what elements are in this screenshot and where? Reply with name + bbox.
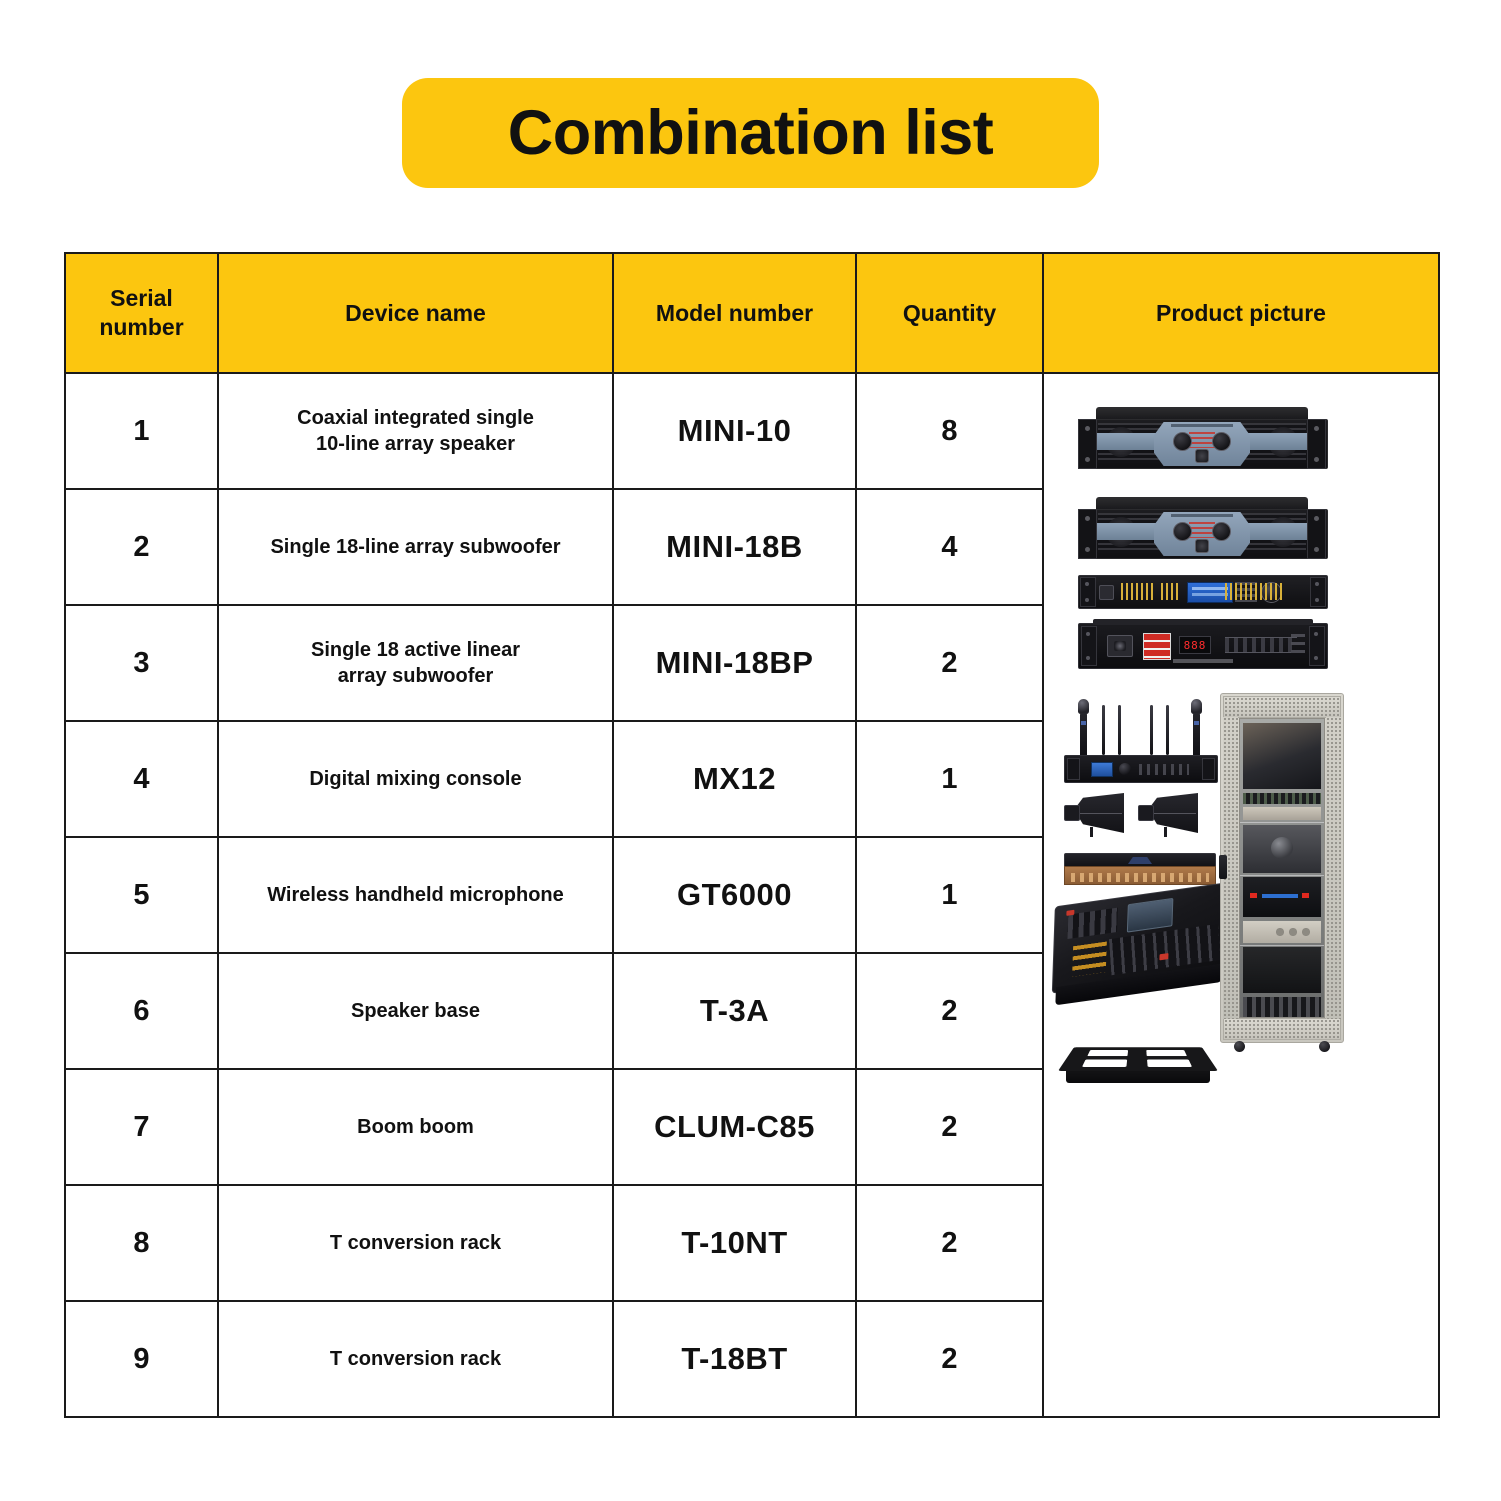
cell-device-name: T conversion rack — [218, 1185, 613, 1301]
wireless-receiver-unit — [1064, 755, 1218, 783]
antenna-stem — [1164, 827, 1167, 837]
rack-caster-wheel — [1319, 1041, 1330, 1052]
cell-device-name — [218, 605, 613, 721]
rack-top-vent-panel — [1223, 696, 1341, 718]
rack-shelf — [1240, 875, 1324, 876]
equipment-rack-cabinet-image — [1220, 693, 1344, 1043]
cell-quantity: 4 — [856, 489, 1043, 605]
antenna-fin — [1148, 793, 1198, 833]
rack-led-indicator — [1250, 893, 1257, 898]
cell-quantity: 8 — [856, 373, 1043, 489]
receiver-antenna — [1166, 705, 1169, 755]
rack-patch-panel-unit — [1243, 793, 1321, 804]
amplifier-rack-ear-left — [1078, 419, 1097, 469]
microphone-body — [1080, 713, 1087, 757]
column-header-device-name: Device name — [218, 253, 613, 373]
sequencer-rack-ear-left — [1081, 626, 1097, 666]
column-header-serial-number — [65, 253, 218, 373]
device-name-line1: Single 18 active linear — [311, 639, 520, 661]
mixer-status-indicator — [1159, 953, 1168, 960]
cell-serial-number: 1 — [65, 373, 218, 489]
sequencer-brand-label — [1173, 659, 1233, 663]
cell-model-number: GT6000 — [613, 837, 856, 953]
cell-serial-number: 4 — [65, 721, 218, 837]
title-banner — [402, 78, 1099, 188]
cell-quantity: 2 — [856, 1185, 1043, 1301]
rack-shelf — [1240, 822, 1324, 823]
sequencer-seven-segment-display — [1179, 636, 1211, 654]
cell-device-name: Wireless handheld microphone — [218, 837, 613, 953]
cell-device-name — [218, 373, 613, 489]
receiver-rack-ear-left — [1067, 758, 1080, 780]
column-header-serial-line2: number — [99, 314, 184, 340]
cell-serial-number: 7 — [65, 1069, 218, 1185]
cell-quantity: 2 — [856, 1301, 1043, 1417]
platform-top-surface — [1058, 1047, 1218, 1071]
cell-device-name: Digital mixing console — [218, 721, 613, 837]
column-header-serial-line1: Serial — [110, 285, 173, 312]
receiver-antenna — [1118, 705, 1121, 755]
platform-cutout — [1082, 1060, 1127, 1067]
rack-monitor-unit — [1243, 723, 1321, 789]
column-header-model-number: Model number — [613, 253, 856, 373]
antenna-mount — [1064, 805, 1080, 821]
rack-caster-wheel — [1234, 1041, 1245, 1052]
antenna-fin — [1074, 793, 1124, 833]
cell-serial-number: 5 — [65, 837, 218, 953]
digital-speaker-processor-image — [1078, 575, 1328, 609]
sequencer-rack-ear-right — [1309, 626, 1325, 666]
amplifier-power-button — [1195, 449, 1209, 463]
cell-device-name: Boom boom — [218, 1069, 613, 1185]
sequencer-power-socket — [1107, 635, 1133, 657]
platform-front-skirt — [1066, 1071, 1210, 1083]
cell-serial-number: 9 — [65, 1301, 218, 1417]
receiver-antenna — [1102, 705, 1105, 755]
cell-quantity: 2 — [856, 953, 1043, 1069]
rack-dial-unit — [1243, 825, 1321, 873]
rack-perforated-side-right — [1326, 717, 1341, 1019]
receiver-lcd-screen — [1091, 762, 1113, 777]
amplifier-power-button — [1195, 539, 1209, 553]
rack-silver-unit — [1243, 807, 1321, 820]
cell-model-number: MINI-18B — [613, 489, 856, 605]
cell-device-name: T conversion rack — [218, 1301, 613, 1417]
device-name-line2: 10-line array speaker — [315, 433, 516, 455]
paddle-antenna-right-image — [1138, 793, 1198, 837]
cell-model-number: CLUM-C85 — [613, 1069, 856, 1185]
microphone-grille-head — [1078, 699, 1089, 714]
processor-rack-ear-left — [1080, 577, 1096, 607]
rack-bottom-vent-panel — [1223, 1018, 1341, 1040]
cell-product-picture — [1043, 373, 1439, 1417]
combination-list-table — [64, 252, 1440, 1418]
rack-amplifier-unit — [1243, 921, 1321, 943]
wireless-microphone-system-image — [1064, 693, 1216, 783]
amplifier-gain-knob-left — [1173, 522, 1192, 541]
platform-cutout — [1146, 1050, 1187, 1056]
rack-blue-display — [1262, 894, 1298, 898]
patch-panel-image — [1064, 853, 1216, 883]
rack-shelf — [1240, 945, 1324, 946]
receiver-rotary-knob — [1119, 763, 1131, 775]
receiver-rack-ear-right — [1202, 758, 1215, 780]
device-name-line1: Coaxial integrated single — [297, 407, 534, 429]
cell-model-number: T-18BT — [613, 1301, 856, 1417]
sequencer-top-cover — [1093, 619, 1313, 625]
cell-quantity: 1 — [856, 837, 1043, 953]
amplifier-brand-label — [1171, 424, 1233, 427]
amplifier-gain-knob-left — [1173, 432, 1192, 451]
cell-device-name: Speaker base — [218, 953, 613, 1069]
cell-device-name: Single 18-line array subwoofer — [218, 489, 613, 605]
power-amplifier-2-image — [1078, 497, 1326, 559]
handheld-microphone-left — [1078, 699, 1089, 757]
processor-logo — [1099, 585, 1114, 600]
table-row — [65, 373, 1439, 489]
processor-output-meters — [1225, 583, 1285, 600]
platform-cutout — [1147, 1060, 1192, 1067]
processor-rack-ear-right — [1310, 577, 1326, 607]
platform-cutout — [1087, 1050, 1128, 1056]
cell-serial-number: 6 — [65, 953, 218, 1069]
sequencer-channel-buttons — [1225, 637, 1297, 653]
rack-glass-door — [1239, 718, 1325, 1018]
power-amplifier-1-image — [1078, 407, 1326, 469]
microphone-body — [1193, 713, 1200, 757]
cell-serial-number: 3 — [65, 605, 218, 721]
amplifier-brand-label — [1171, 514, 1233, 517]
cell-model-number: MINI-18BP — [613, 605, 856, 721]
sequencer-circuit-breakers — [1143, 633, 1171, 660]
device-name-line2: array subwoofer — [337, 665, 494, 687]
paddle-antenna-left-image — [1064, 793, 1124, 837]
processor-input-meters — [1121, 583, 1155, 600]
power-sequencer-image — [1078, 623, 1328, 669]
cell-model-number: MINI-10 — [613, 373, 856, 489]
microphone-grille-head — [1191, 699, 1202, 714]
cell-model-number: T-3A — [613, 953, 856, 1069]
antenna-stem — [1090, 827, 1093, 837]
cell-model-number: T-10NT — [613, 1185, 856, 1301]
table-header-row — [65, 253, 1439, 373]
page-title: Combination list — [507, 97, 994, 168]
amplifier-rack-ear-right — [1307, 419, 1326, 469]
patch-panel-connector-strip — [1064, 866, 1216, 885]
column-header-quantity: Quantity — [856, 253, 1043, 373]
sequencer-display-value: 888 — [1183, 638, 1207, 652]
rack-led-indicator — [1302, 893, 1309, 898]
rack-connector-unit — [1243, 997, 1321, 1018]
rack-door-lock — [1219, 855, 1227, 879]
column-header-product-picture: Product picture — [1043, 253, 1439, 373]
speaker-base-platform-image — [1058, 1015, 1218, 1087]
amplifier-rack-ear-right — [1307, 509, 1326, 559]
handheld-microphone-right — [1191, 699, 1202, 757]
cell-quantity: 2 — [856, 605, 1043, 721]
rack-dark-unit — [1243, 947, 1321, 993]
antenna-mount — [1138, 805, 1154, 821]
cell-quantity: 2 — [856, 1069, 1043, 1185]
mixer-channel-buttons — [1072, 942, 1107, 977]
digital-mixing-console-image — [1051, 882, 1229, 1020]
amplifier-gain-knob-right — [1212, 432, 1231, 451]
cell-serial-number: 2 — [65, 489, 218, 605]
cell-serial-number: 8 — [65, 1185, 218, 1301]
product-picture-stage — [1044, 375, 1436, 1415]
cell-quantity: 1 — [856, 721, 1043, 837]
receiver-button-row — [1139, 764, 1189, 775]
cell-model-number: MX12 — [613, 721, 856, 837]
amplifier-rack-ear-left — [1078, 509, 1097, 559]
sequencer-side-controls — [1291, 634, 1305, 658]
processor-aux-meters — [1161, 583, 1181, 600]
receiver-antenna — [1150, 705, 1153, 755]
amplifier-gain-knob-right — [1212, 522, 1231, 541]
